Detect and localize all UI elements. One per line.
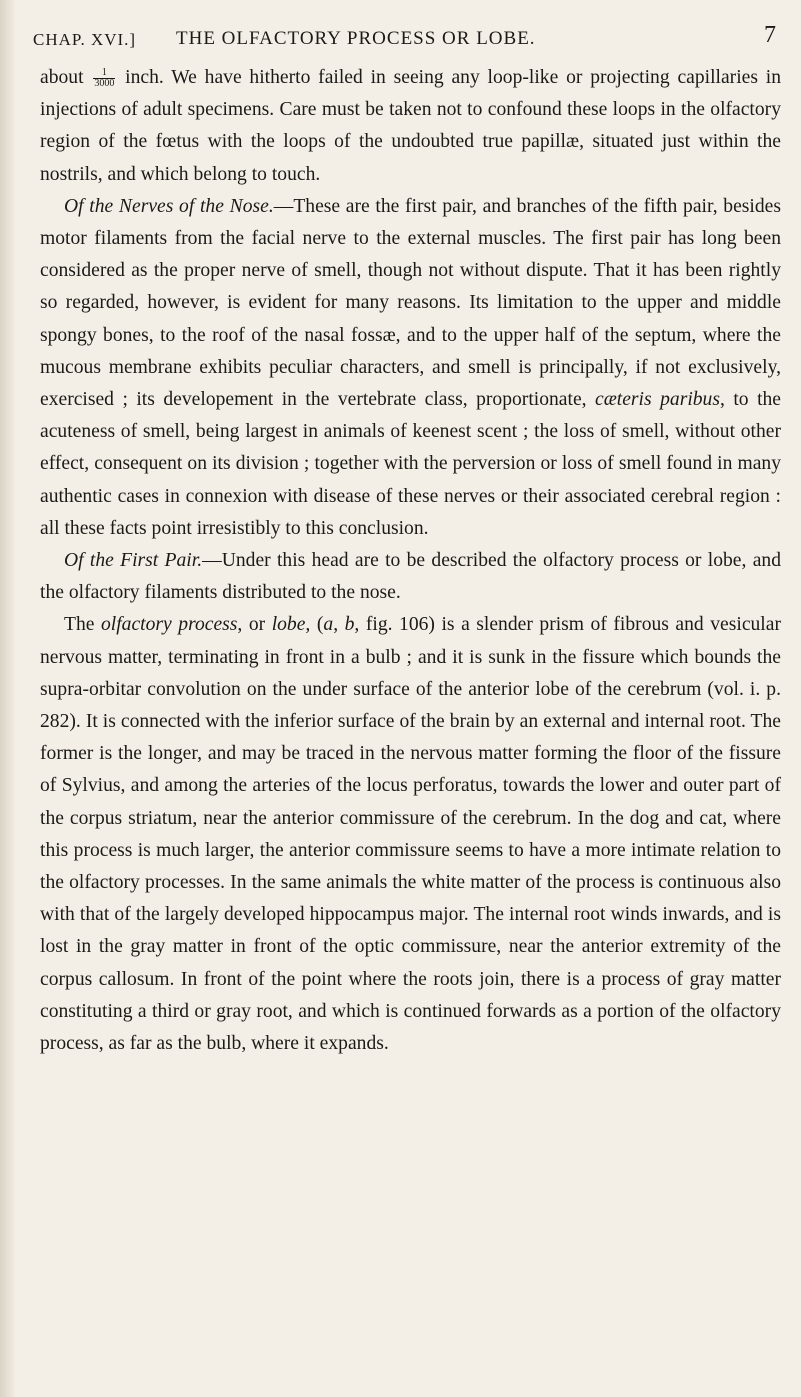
p4-lead: The (64, 614, 95, 636)
latin-phrase: cæteris paribus (595, 389, 720, 411)
p4-text: , fig. 106) is a slender prism of fibrous and vesicular nervous matter, terminating in front in a bulb ; and it is sunk in the fissure which bounds the supra-orbitar convolution on the under surface of the anterior lobe of the cerebrum (vol. i. p. 282). It is connected with the inferior surface of the brain by an external and internal root. The former is the longer, and may be traced in the nervous matter forming the floor of the fissure of Sylvius, and among the arteries of the locus perforatus, towards the lower and outer part of the corpus striatum, near the anterior commissure of the cerebrum. In the dog and cat, where this process is much larger, the anterior commissure seems to have a more intimate relation to the olfactory processes. In the same animals the white matter of the process is continuous also with that of the largely developed hippocampus major. The internal root winds inwards, and is lost in the gray matter in front of the optic commissure, near the anterior extremity of the corpus callosum. In front of the point where the roots join, there is a process of gray matter constituting a third or gray root, and which is continued forwards as a portion of the olfactory process, as far as the bulb, where it expands. (40, 614, 781, 1055)
page-number: 7 (764, 22, 777, 48)
page-gutter-shadow (0, 0, 14, 1397)
p3-text: —Under this head are to be described the olfactory process or lobe, and the olfactory filaments distributed to the nose. (40, 550, 781, 604)
figure-ref-sep: , (333, 614, 339, 636)
term-olfactory-process: olfactory process (101, 614, 238, 636)
p2-text-a: —These are the first pair, and branches of the fifth pair, besides motor filaments from the facial nerve to the external muscles. The first pair has long been considered as the proper nerve of smell, though not without dispute. That it has been rightly so regarded, however, is evident for many reasons. Its limitation to the upper and middle spongy bones, to the roof of the nasal fossæ, and to the upper half of the septum, where the mucous membrane exhibits peculiar characters, and smell is principally, if not exclusively, exercised ; its developement in the vertebrate class, proportionate, (40, 195, 781, 411)
paragraph-first-pair (40, 545, 781, 609)
paragraph-nerves-of-nose (40, 191, 781, 545)
term-lobe: lobe, (271, 614, 311, 636)
p1-lead: about (40, 67, 84, 88)
paragraph-olfactory-process (40, 609, 781, 1060)
figure-ref-b: b (344, 614, 355, 636)
running-title: THE OLFACTORY PROCESS OR LOBE. (176, 28, 536, 49)
fraction-denominator: 3000 (94, 78, 115, 89)
p2-text-b: , to the acuteness of smell, being largest in animals of keenest scent ; the loss of smell, without other effect, consequent on its division ; together with the perversion or loss of smell found in many authentic cases in connexion with disease of these nerves or their associated cerebral region : all these facts point irresistibly to this conclusion. (40, 389, 782, 539)
running-head (33, 22, 781, 52)
section-heading-first-pair: Of the First Pair. (64, 550, 203, 572)
book-page (33, 22, 781, 1060)
section-heading-nerves: Of the Nerves of the Nose. (64, 195, 274, 217)
paragraph-1 (40, 62, 781, 191)
figure-ref-open: ( (310, 614, 324, 636)
chapter-label: CHAP. XVI.] (33, 30, 137, 49)
fraction-numerator: 1 (93, 68, 115, 79)
figure-ref-a: a (323, 614, 334, 636)
fraction-one-three-thousandth (93, 68, 115, 89)
body-text (33, 62, 781, 1060)
p1-text: inch. We have hitherto failed in seeing any loop-like or projecting capillaries in injections of adult specimens. Care must be taken not to confound these loops in the olfactory region of the fœtus with the loops of the undoubted true papillæ, situated just within the nostrils, and which belong to touch. (40, 67, 781, 185)
p4-or: , or (237, 614, 266, 636)
